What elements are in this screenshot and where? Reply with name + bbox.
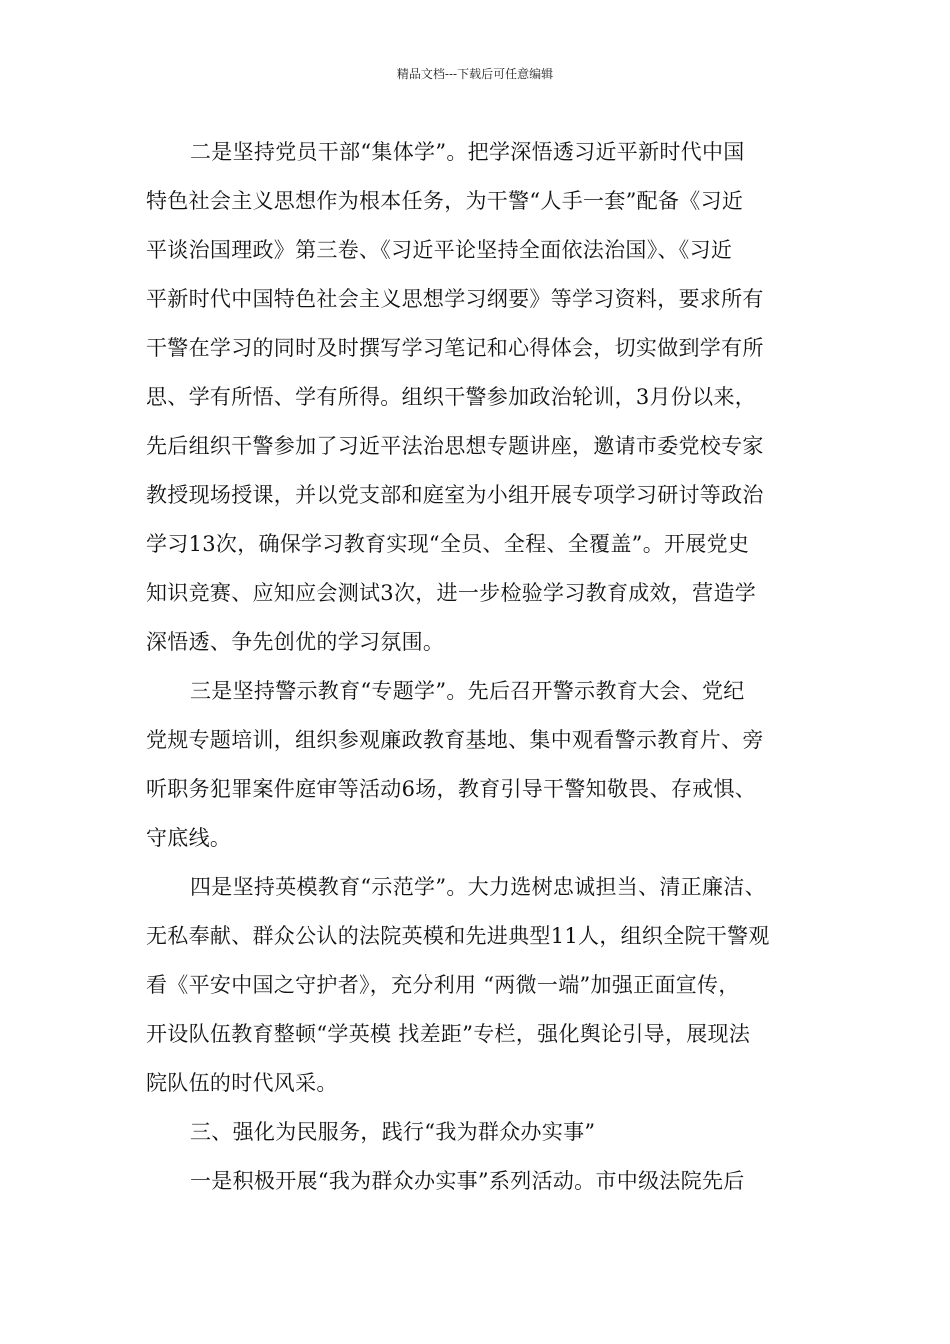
paragraph-line: 开设队伍教育整顿“学英模 找差距”专栏，强化舆论引导，展现法 [146, 1022, 751, 1046]
paragraph-line: 听职务犯罪案件庭审等活动6场，教育引导干警知敬畏、存戒惧、 [146, 777, 757, 801]
section-heading: 三、强化为民服务，践行“我为群众办实事” [190, 1120, 596, 1144]
paragraph-line: 教授现场授课，并以党支部和庭室为小组开展专项学习研讨等政治 [146, 483, 764, 507]
paragraph-line: 特色社会主义思想作为根本任务，为干警“人手一套”配备《习近 [146, 189, 744, 213]
paragraph-line: 平谈治国理政》第三卷、《习近平论坚持全面依法治国》、《习近 [146, 238, 733, 262]
paragraph-line: 无私奉献、群众公认的法院英模和先进典型11人，组织全院干警观 [146, 924, 770, 948]
paragraph-line: 先后组织干警参加了习近平法治思想专题讲座，邀请市委党校专家 [146, 434, 764, 458]
paragraph-line: 深悟透、争先创优的学习氛围。 [146, 630, 445, 654]
paragraph-line: 党规专题培训，组织参观廉政教育基地、集中观看警示教育片、旁 [146, 728, 764, 752]
paragraph-line: 干警在学习的同时及时撰写学习笔记和心得体会，切实做到学有所 [146, 336, 764, 360]
paragraph-line: 思、学有所悟、学有所得。组织干警参加政治轮训，3月份以来， [146, 385, 757, 409]
paragraph-line: 一是积极开展“我为群众办实事”系列活动。市中级法院先后 [190, 1169, 745, 1193]
paragraph-line: 三是坚持警示教育“专题学”。先后召开警示教育大会、党纪 [190, 679, 745, 703]
paragraph-line: 二是坚持党员干部“集体学”。把学深悟透习近平新时代中国 [190, 140, 745, 164]
paragraph-line: 四是坚持英模教育“示范学”。大力选树忠诚担当、清正廉洁、 [190, 875, 766, 899]
page-header: 精品文档---下载后可任意编辑 [396, 67, 554, 81]
paragraph-line: 学习13次，确保学习教育实现“全员、全程、全覆盖”。开展党史 [146, 532, 750, 556]
document-body [146, 128, 806, 1206]
paragraph-line: 看《平安中国之守护者》，充分利用 “两微一端”加强正面宣传， [146, 973, 740, 997]
paragraph-line: 平新时代中国特色社会主义思想学习纲要》等学习资料，要求所有 [146, 287, 764, 311]
paragraph-line: 院队伍的时代风采。 [146, 1071, 338, 1095]
paragraph-line: 守底线。 [146, 826, 232, 850]
paragraph-line: 知识竞赛、应知应会测试3次，进一步检验学习教育成效，营造学 [146, 581, 757, 605]
